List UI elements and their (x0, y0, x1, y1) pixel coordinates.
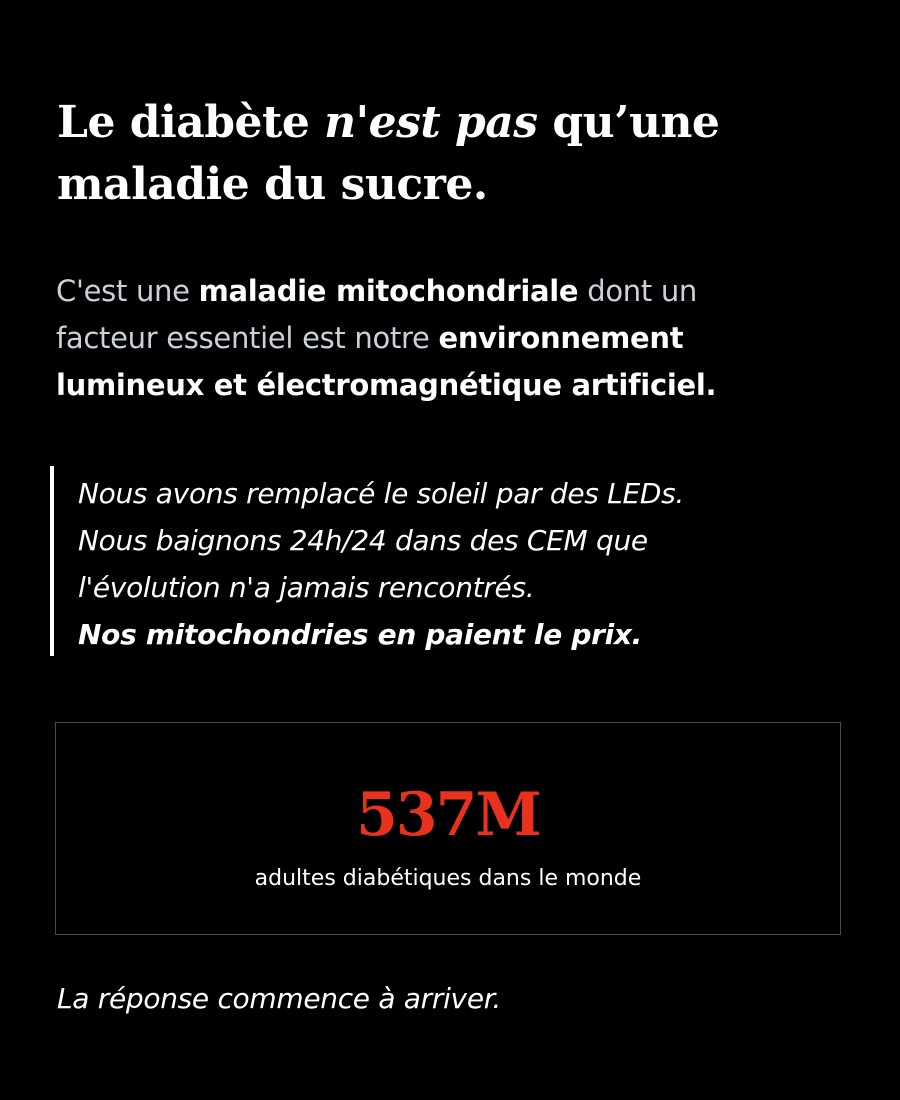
stat-label: adultes diabétiques dans le monde (254, 866, 642, 891)
quote-text (78, 470, 868, 658)
closing-line: La réponse commence à arriver. (57, 982, 501, 1015)
intro-paragraph (56, 268, 856, 409)
headline-part2: qu’une (537, 97, 720, 148)
stat-box (55, 722, 841, 935)
quote-line-3: l'évolution n'a jamais rencontrés. (78, 571, 535, 604)
quote-line-2: Nous baignons 24h/24 dans des CEM que (78, 524, 648, 557)
blockquote (50, 466, 870, 656)
stat-value: 537M (356, 780, 540, 850)
intro-bold-environnement: environnement (438, 321, 684, 355)
headline-part1: Le diabète (57, 97, 325, 148)
intro-bold-mitochondriale: maladie mitochondriale (198, 274, 579, 308)
intro-part2: dont un (578, 274, 697, 308)
quote-line-4: Nos mitochondries en paient le prix. (78, 618, 642, 651)
intro-part1: C'est une (56, 274, 199, 308)
intro-bold-lumineux: lumineux et électromagnétique artificiel. (56, 368, 717, 402)
quote-line-1: Nous avons remplacé le soleil par des LEDs. (78, 477, 685, 510)
intro-part3: facteur essentiel est notre (56, 321, 439, 355)
headline-emphasis: n'est pas (324, 97, 538, 148)
headline (57, 92, 857, 216)
headline-line2: maladie du sucre. (57, 159, 488, 210)
